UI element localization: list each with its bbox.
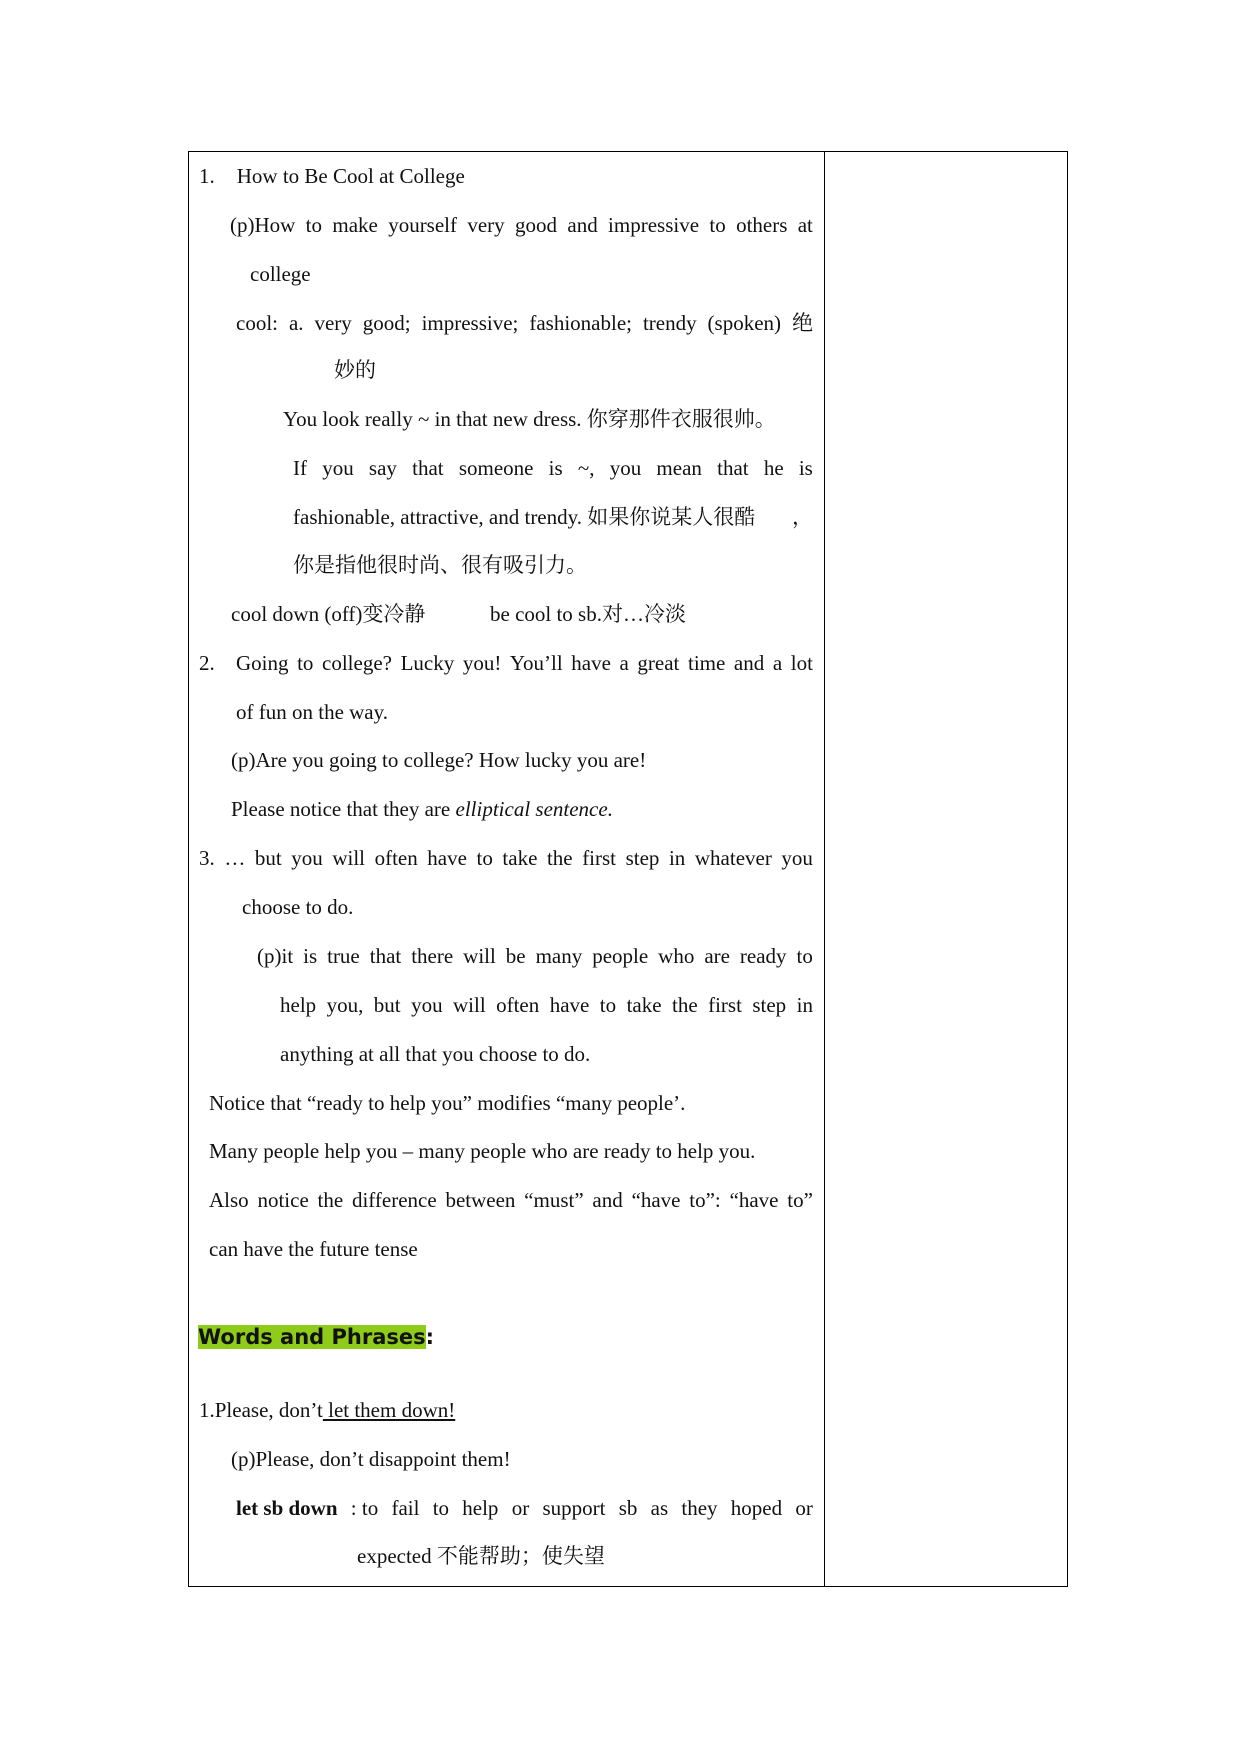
- item3-paraphrase-line2: help you, but you will often have to take the first step in: [280, 993, 813, 1017]
- item3-line1-end: choose to do.: [242, 895, 354, 919]
- wp1-term: let sb down: [236, 1496, 338, 1520]
- wp1-definition-end: expected 不能帮助；使失望: [357, 1544, 605, 1568]
- item2-line1: Going to college? Lucky you! You’ll have a great time and a lot: [236, 651, 813, 675]
- item1-title: How to Be Cool at College: [236, 164, 465, 188]
- item2-note: Please notice that they are elliptical sentence.: [231, 797, 613, 821]
- item1-example1: You look really ~ in that new dress. 你穿那件衣服很帅。: [283, 407, 776, 431]
- item3-notice3: Also notice the difference between “must” and “have to”: “have to”: [209, 1188, 813, 1212]
- item1-paraphrase-end: college: [250, 262, 311, 286]
- item3-notice3-end: can have the future tense: [209, 1237, 418, 1261]
- item1-heading: [199, 163, 465, 189]
- words-and-phrases-label: Words and Phrases: [198, 1325, 426, 1349]
- item1-example2-line2: fashionable, attractive, and trendy. 如果你说某人很酷 ，: [293, 505, 813, 529]
- item3-notice2: Many people help you – many people who are ready to help you.: [209, 1139, 756, 1163]
- item1-paraphrase: (p)How to make yourself very good and impressive to others at: [230, 213, 813, 237]
- item1-definition-end: 妙的: [334, 358, 376, 382]
- item3-paraphrase-line1: (p)it is true that there will be many people who are ready to: [257, 944, 813, 968]
- wp1-paraphrase: (p)Please, don’t disappoint them!: [231, 1447, 511, 1471]
- item1-example2-line3: 你是指他很时尚、很有吸引力。: [293, 553, 587, 577]
- item2-paraphrase: (p)Are you going to college? How lucky you are!: [231, 748, 647, 772]
- item1-number: 1.: [199, 164, 215, 188]
- item2-line1-end: of fun on the way.: [236, 700, 389, 724]
- words-and-phrases-heading: [198, 1322, 434, 1352]
- item3-notice1: Notice that “ready to help you” modifies “many people’.: [209, 1091, 686, 1115]
- wp1-definition: let sb down : to fail to help or support sb as they hoped or: [236, 1496, 813, 1520]
- item2-number: 2.: [199, 651, 215, 675]
- wp1-underlined-phrase: let them down!: [322, 1398, 456, 1422]
- item3-line1: 3. … but you will often have to take the first step in whatever you: [199, 846, 813, 870]
- item1-definition: cool: a. very good; impressive; fashionable; trendy (spoken) 绝: [236, 311, 813, 335]
- column-divider: [824, 152, 825, 1586]
- item1-phrase-cool-down: cool down (off)变冷静: [231, 602, 426, 626]
- words-and-phrases-colon: :: [425, 1325, 435, 1349]
- item1-example2: If you say that someone is ~, you mean that he is: [293, 456, 813, 480]
- item3-paraphrase-line3: anything at all that you choose to do.: [280, 1042, 591, 1066]
- item2-note-italic: elliptical sentence.: [455, 797, 613, 821]
- wp1-sentence: 1.Please, don’t let them down!: [199, 1398, 456, 1422]
- item1-phrase-be-cool: be cool to sb.对…冷淡: [490, 602, 686, 626]
